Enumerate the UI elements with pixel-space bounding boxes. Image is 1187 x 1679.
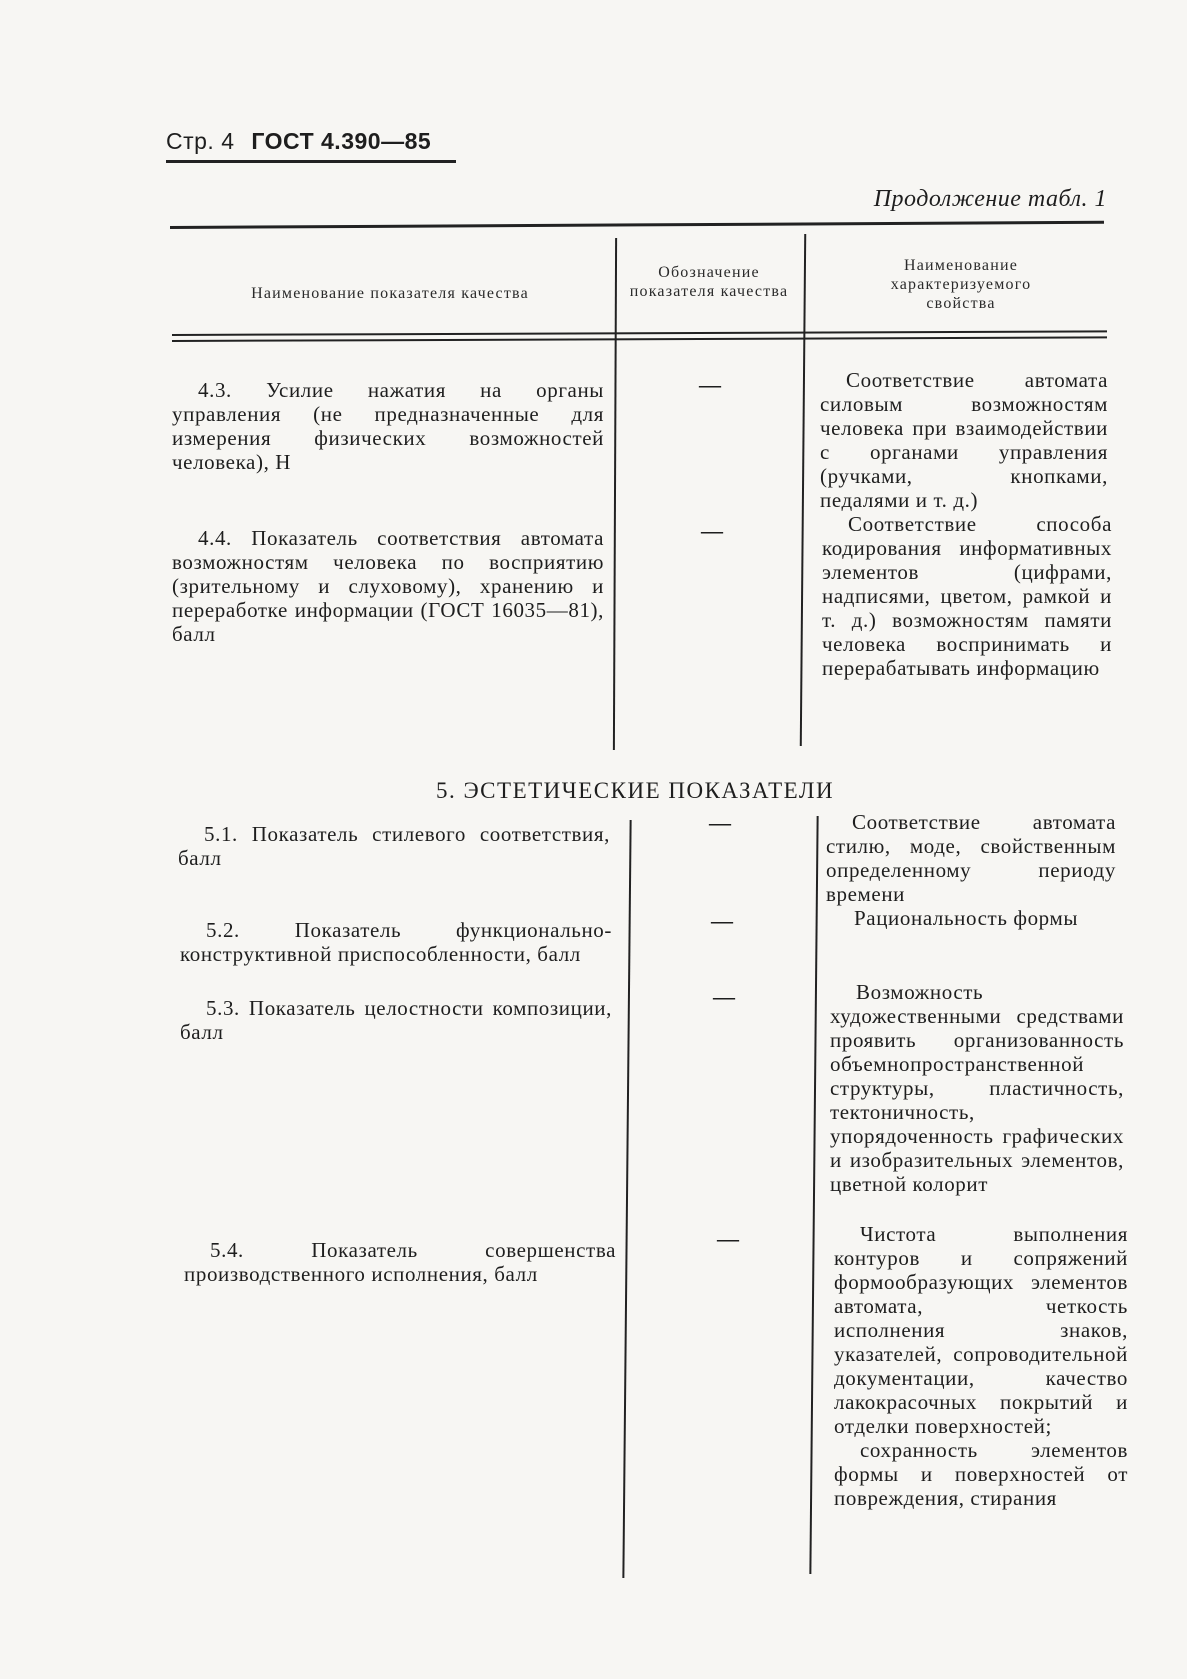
section-title: 5. ЭСТЕТИЧЕСКИЕ ПОКАЗАТЕЛИ xyxy=(436,778,835,803)
page-number: Стр. 4 xyxy=(166,128,235,154)
header-bottom-rule-2 xyxy=(172,336,1107,342)
row-5-1-property: Соответствие автомата стилю, моде, свойственным определенному периоду времени xyxy=(826,810,1116,906)
column-divider-2-bottom xyxy=(809,816,818,1574)
table-continuation-label: Продолжение табл. 1 xyxy=(873,186,1107,212)
standard-code: ГОСТ 4.390—85 xyxy=(251,128,432,154)
header-bottom-rule xyxy=(172,330,1107,336)
row-5-3-designation: — xyxy=(713,984,735,1009)
header-underline xyxy=(166,160,456,163)
column-divider-2-top xyxy=(800,234,806,746)
row-5-4-designation: — xyxy=(717,1226,739,1251)
row-5-4-name: 5.4. Показатель совершенства производственного исполнения, балл xyxy=(184,1238,616,1286)
row-5-2-name: 5.2. Показатель функционально-конструктивной приспособленности, балл xyxy=(180,918,612,966)
row-5-1-name: 5.1. Показатель стилевого соответствия, балл xyxy=(178,822,610,870)
row-5-1-designation: — xyxy=(709,810,731,835)
row-4-4-designation: — xyxy=(701,518,723,543)
row-4-3-property: Соответствие автомата силовым возможностям человека при взаимодействии с органами управления (ручками, кнопками, педалями и т. д.) xyxy=(820,368,1108,512)
row-5-2-property: Рациональность формы xyxy=(854,906,1079,930)
row-5-2-designation: — xyxy=(711,908,733,933)
row-5-4-property: Чистота выполнения контуров и сопряжений формообразующих элементов автомата, четкость исполнения знаков, указателей, сопроводительной документации, качество лакокрасочных покрытий и отделки поверхностей; сохранность элементов формы и поверхностей от повреждения, стирания xyxy=(834,1222,1128,1510)
row-4-4-name: 4.4. Показатель соответствия автомата возможностям человека по восприятию (зрительному и слуховому), хранению и переработке информации (ГОСТ 16035—81), балл xyxy=(172,526,604,646)
row-4-3-name: 4.3. Усилие нажатия на органы управления (не предназначенные для измерения физических возможностей человека), Н xyxy=(172,378,604,474)
header-col-property: Наименование характеризуемого свойства xyxy=(890,257,1032,312)
header-col-designation: Обозначение показателя качества xyxy=(629,264,789,300)
table-top-rule xyxy=(170,221,1104,229)
row-5-3-name: 5.3. Показатель целостности композиции, балл xyxy=(180,996,612,1044)
row-5-3-property: Возможность художественными средствами проявить организованность объемнопространственной структуры, пластичность, тектоничность, упорядоченность графических и изобразительных элементов, цветной колорит xyxy=(830,980,1124,1196)
page-header xyxy=(166,128,431,155)
column-divider-1-top xyxy=(613,238,617,750)
row-4-4-property: Соответствие способа кодирования информативных элементов (цифрами, надписями, цветом, рамкой и т. д.) возможностям памяти человека воспринимать и перерабатывать информацию xyxy=(822,512,1112,680)
column-divider-1-bottom xyxy=(622,820,631,1578)
header-col-name: Наименование показателя качества xyxy=(251,285,529,302)
row-4-3-designation: — xyxy=(699,372,721,397)
